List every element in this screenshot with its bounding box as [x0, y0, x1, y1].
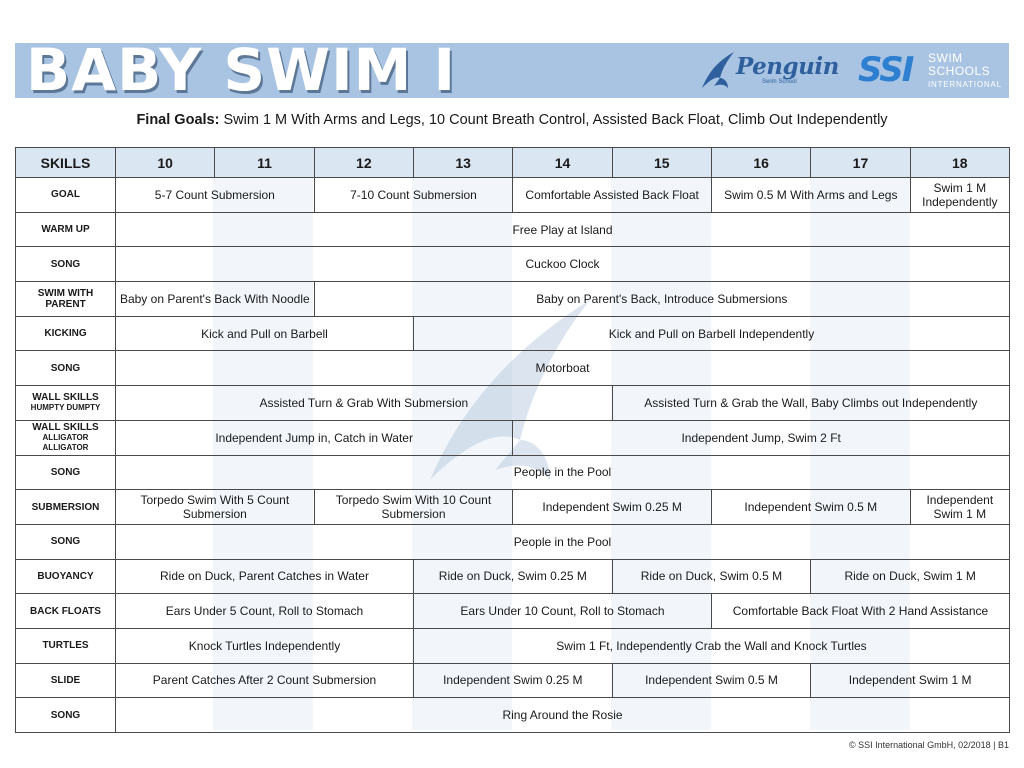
- skills-header: SKILLS: [16, 148, 116, 178]
- table-row: [16, 386, 1010, 421]
- week-header: 17: [811, 148, 910, 178]
- table-row: [16, 490, 1010, 525]
- table-cell: Knock Turtles Independently: [116, 628, 414, 663]
- table-cell: Independent Swim 1 M: [910, 490, 1009, 525]
- table-row: [16, 282, 1010, 317]
- table-cell: Independent Swim 0.25 M: [413, 663, 612, 698]
- header-row: [16, 148, 1010, 178]
- ssi-logo: [858, 48, 1008, 92]
- table-cell: Cuckoo Clock: [116, 247, 1010, 282]
- table-cell: Ring Around the Rosie: [116, 698, 1010, 733]
- skill-label: GOAL: [16, 178, 116, 213]
- week-header: 11: [215, 148, 314, 178]
- penguin-icon: [698, 48, 738, 92]
- week-header: 18: [910, 148, 1009, 178]
- penguin-logo-sub: Swim School: [762, 79, 797, 85]
- skill-label-sub: HUMPTY DUMPTY: [30, 403, 101, 413]
- ssi-logo-line3: INTERNATIONAL: [928, 80, 1002, 89]
- week-header: 13: [413, 148, 512, 178]
- table-row: [16, 559, 1010, 594]
- skill-label: SLIDE: [16, 663, 116, 698]
- table-cell: Motorboat: [116, 351, 1010, 386]
- table-cell: Independent Jump in, Catch in Water: [116, 420, 513, 455]
- curriculum-table: [15, 147, 1010, 733]
- skill-label: KICKING: [16, 316, 116, 351]
- table-cell: People in the Pool: [116, 524, 1010, 559]
- final-goals-label: Final Goals:: [136, 112, 220, 128]
- table-row: [16, 663, 1010, 698]
- table-cell: Independent Swim 1 M: [811, 663, 1010, 698]
- table-cell: People in the Pool: [116, 455, 1010, 490]
- skill-label: [16, 386, 116, 421]
- week-header: 12: [314, 148, 413, 178]
- copyright-notice: © SSI International GmbH, 02/2018 | B1: [848, 740, 1009, 750]
- table-cell: Parent Catches After 2 Count Submersion: [116, 663, 414, 698]
- skill-label: SONG: [16, 247, 116, 282]
- week-header: 15: [612, 148, 711, 178]
- final-goals-text: Swim 1 M With Arms and Legs, 10 Count Breath Control, Assisted Back Float, Climb Out Independently: [219, 112, 888, 128]
- skill-label: [16, 420, 116, 455]
- final-goals: [0, 112, 1024, 128]
- week-header: 14: [513, 148, 612, 178]
- table-cell: Independent Jump, Swim 2 Ft: [513, 420, 1010, 455]
- table-cell: Torpedo Swim With 10 Count Submersion: [314, 490, 513, 525]
- skill-label: BACK FLOATS: [16, 594, 116, 629]
- table-cell: Free Play at Island: [116, 212, 1010, 247]
- table-row: [16, 524, 1010, 559]
- table-cell: Ride on Duck, Swim 0.5 M: [612, 559, 811, 594]
- skill-label: SUBMERSION: [16, 490, 116, 525]
- skill-label: SWIM WITH PARENT: [16, 282, 116, 317]
- table-cell: Assisted Turn & Grab With Submersion: [116, 386, 613, 421]
- penguin-logo-name: Penguin: [736, 53, 839, 80]
- skill-label: WARM UP: [16, 212, 116, 247]
- page-title: BABY SWIM I: [26, 36, 457, 104]
- table-cell: Independent Swim 0.5 M: [612, 663, 811, 698]
- table-cell: Ride on Duck, Parent Catches in Water: [116, 559, 414, 594]
- penguin-logo: [698, 48, 838, 94]
- table-cell: Comfortable Assisted Back Float: [513, 178, 712, 213]
- table-row: [16, 351, 1010, 386]
- table-cell: Kick and Pull on Barbell: [116, 316, 414, 351]
- table-cell: Comfortable Back Float With 2 Hand Assistance: [711, 594, 1009, 629]
- table-cell: Baby on Parent's Back, Introduce Submersions: [314, 282, 1009, 317]
- skill-label: BUOYANCY: [16, 559, 116, 594]
- table-cell: Torpedo Swim With 5 Count Submersion: [116, 490, 315, 525]
- ssi-logo-line1: SWIM: [928, 51, 963, 65]
- ssi-logo-text: [928, 52, 1008, 91]
- skill-label-main: WALL SKILLS: [32, 422, 99, 434]
- table-cell: Kick and Pull on Barbell Independently: [413, 316, 1009, 351]
- table-cell: Swim 0.5 M With Arms and Legs: [711, 178, 910, 213]
- skill-label: SONG: [16, 351, 116, 386]
- table-row: [16, 628, 1010, 663]
- skill-label-main: WALL SKILLS: [32, 392, 99, 404]
- table-cell: Ride on Duck, Swim 0.25 M: [413, 559, 612, 594]
- table-row: [16, 316, 1010, 351]
- table-row: [16, 455, 1010, 490]
- table-row: [16, 178, 1010, 213]
- table-cell: 7-10 Count Submersion: [314, 178, 513, 213]
- skill-label: SONG: [16, 455, 116, 490]
- table-row: [16, 594, 1010, 629]
- table-row: [16, 698, 1010, 733]
- table-row: [16, 247, 1010, 282]
- table-cell: 5-7 Count Submersion: [116, 178, 315, 213]
- table-row: [16, 212, 1010, 247]
- table-cell: Ears Under 10 Count, Roll to Stomach: [413, 594, 711, 629]
- skill-label-sub: ALLIGATOR ALLIGATOR: [42, 433, 89, 453]
- table-cell: Baby on Parent's Back With Noodle: [116, 282, 315, 317]
- skill-label: SONG: [16, 524, 116, 559]
- skill-label: SONG: [16, 698, 116, 733]
- skill-label: TURTLES: [16, 628, 116, 663]
- table-cell: Swim 1 M Independently: [910, 178, 1009, 213]
- table-cell: Ears Under 5 Count, Roll to Stomach: [116, 594, 414, 629]
- table-cell: Ride on Duck, Swim 1 M: [811, 559, 1010, 594]
- table-cell: Independent Swim 0.5 M: [711, 490, 910, 525]
- table-cell: Assisted Turn & Grab the Wall, Baby Climbs out Independently: [612, 386, 1009, 421]
- ssi-logo-mark: SSI: [858, 50, 913, 90]
- ssi-logo-line2: SCHOOLS: [928, 64, 991, 78]
- week-header: 10: [116, 148, 215, 178]
- week-header: 16: [711, 148, 810, 178]
- table-row: [16, 420, 1010, 455]
- table-cell: Independent Swim 0.25 M: [513, 490, 712, 525]
- table-cell: Swim 1 Ft, Independently Crab the Wall and Knock Turtles: [413, 628, 1009, 663]
